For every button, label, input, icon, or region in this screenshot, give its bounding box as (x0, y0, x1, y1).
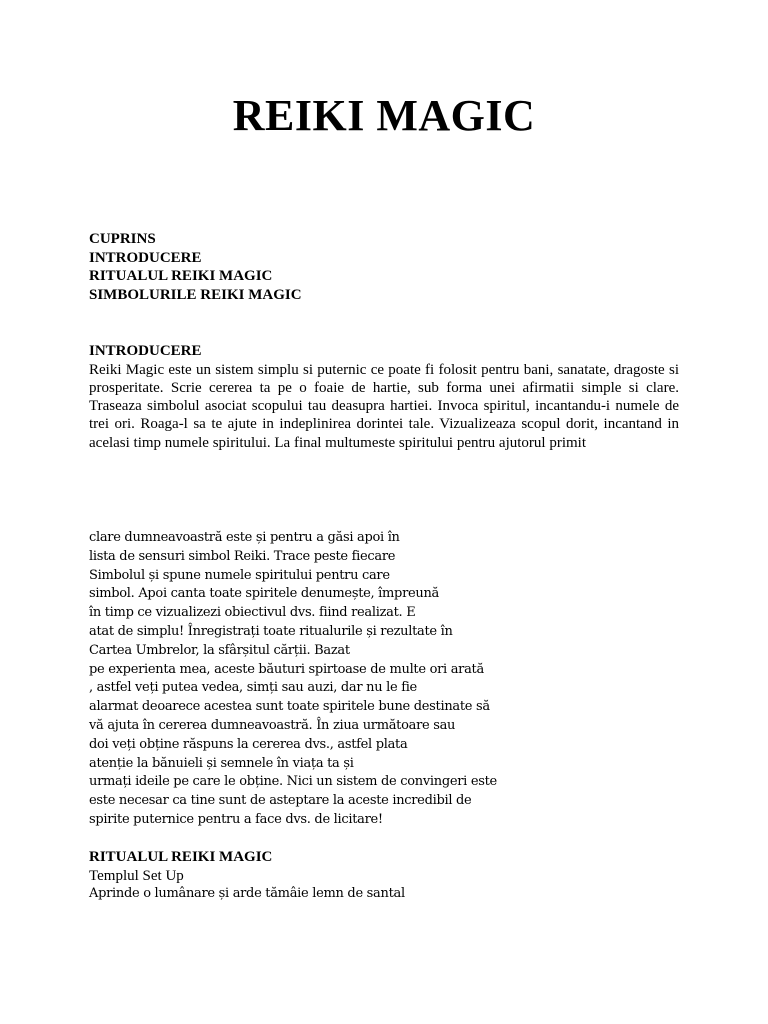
text-line: alarmat deoarece acestea sunt toate spiritele bune destinate să (89, 699, 490, 715)
text-line: clare dumneavoastră este și pentru a găsi apoi în (89, 530, 400, 545)
ritual-text-line: Aprinde o lumânare și arde tămâie lemn de santal (89, 886, 405, 901)
intro-section (89, 342, 679, 452)
intro-heading: INTRODUCERE (89, 343, 202, 359)
toc-item: INTRODUCERE (89, 249, 202, 266)
text-line: Simbolul și spune numele spiritului pentru care (89, 567, 390, 583)
text-line: spirite puternice pentru a face dvs. de licitare! (89, 811, 383, 827)
table-of-contents (89, 230, 302, 304)
text-line: lista de sensuri simbol Reiki. Trace peste fiecare (89, 548, 396, 564)
text-line: doi veți obține răspuns la cererea dvs., astfel plata (89, 736, 408, 752)
ritual-heading: RITUALUL REIKI MAGIC (89, 849, 273, 865)
text-line: atat de simplu! Înregistrați toate ritualurile și rezultate în (89, 623, 453, 639)
text-line: este necesar ca tine sunt de asteptare la aceste incredibil de (89, 793, 472, 809)
intro-paragraph: Reiki Magic este un sistem simplu si puternic ce poate fi folosit pentru bani, sanatate, dragoste si prosperitate. Scrie cererea ta pe o foaie de hartie, sub forma unei afirmatii simple si clare. Traseaza simbolul asociat scopului tau deasupra hartiei. Invoca spiritul, incantandu-i numele de trei ori. Roaga-l sa te ajute in indeplinirea dorintei tale. Vizualizeaza scopul dorit, incantand in acelasi timp numele spiritului. La final multumeste spiritului pentru ajutorul primit (89, 361, 679, 451)
text-line: vă ajuta în cererea dumneavoastră. În ziua următoare sau (89, 717, 456, 733)
text-line: simbol. Apoi canta toate spiritele denumește, împreună (89, 586, 439, 602)
text-line: pe experienta mea, aceste băuturi spirtoase de multe ori arată (89, 661, 484, 677)
body-text (89, 529, 689, 830)
text-line: atenție la bănuieli și semnele în viața ta și (89, 755, 354, 771)
text-line: Cartea Umbrelor, la sfârșitul cărții. Bazat (89, 642, 350, 658)
ritual-section (89, 848, 689, 904)
document-title: REIKI MAGIC (232, 91, 536, 140)
text-line: în timp ce vizualizezi obiectivul dvs. fiind realizat. E (89, 605, 416, 621)
toc-item: CUPRINS (89, 231, 156, 247)
ritual-subheading: Templul Set Up (89, 867, 184, 884)
toc-item: RITUALUL REIKI MAGIC (89, 268, 273, 284)
text-line: urmați ideile pe care le obține. Nici un sistem de convingeri este (89, 774, 497, 790)
toc-item: SIMBOLURILE REIKI MAGIC (89, 286, 302, 303)
text-line: , astfel veți putea vedea, simți sau auzi, dar nu le fie (89, 680, 417, 696)
